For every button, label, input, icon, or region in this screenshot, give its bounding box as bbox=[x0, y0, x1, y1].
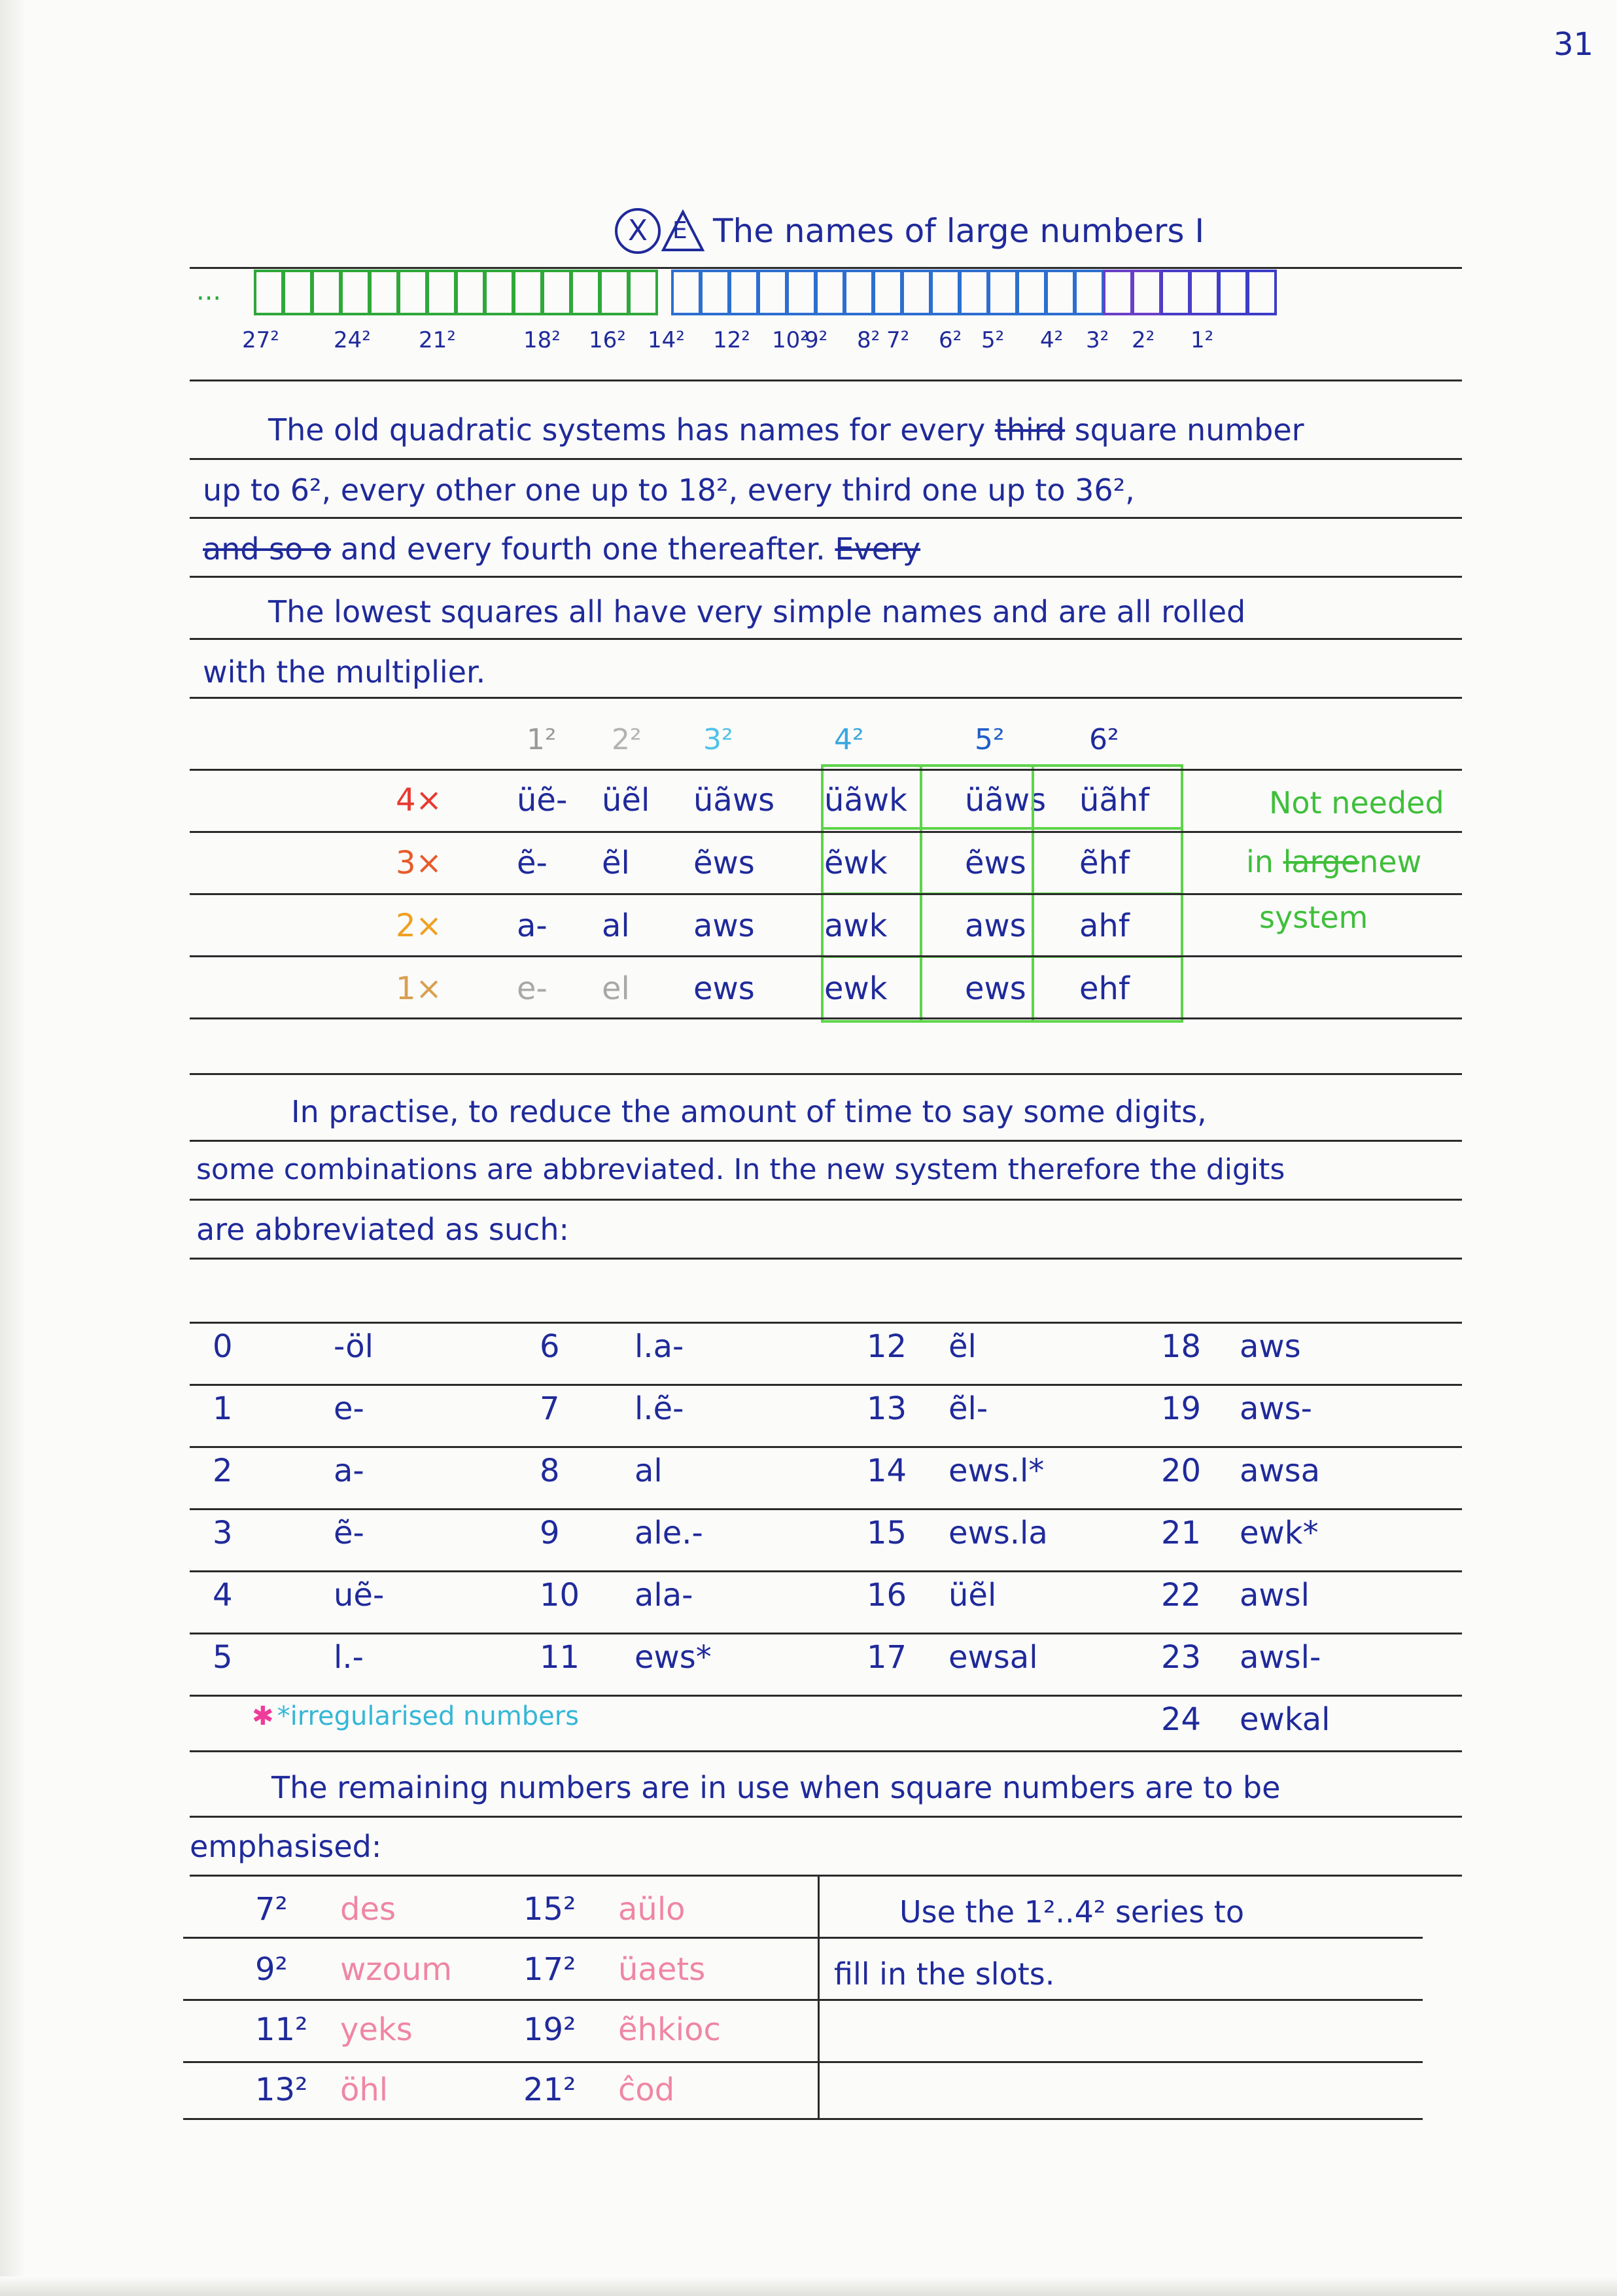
square-box bbox=[513, 270, 543, 315]
square-name: wzoum bbox=[340, 1951, 452, 1988]
abbr-value: ewsal bbox=[948, 1639, 1038, 1676]
square-box bbox=[844, 270, 874, 315]
multiplier-cell: ehf bbox=[1079, 970, 1130, 1007]
ruled-line bbox=[190, 517, 1462, 519]
square-box bbox=[815, 270, 845, 315]
paragraph-line: In practise, to reduce the amount of time to say some digits, bbox=[291, 1094, 1207, 1129]
abbr-number: 13 bbox=[867, 1390, 907, 1427]
paragraph-line: some combinations are abbreviated. In the new system therefore the digits bbox=[196, 1153, 1285, 1186]
multiplier-cell: ews bbox=[965, 970, 1026, 1007]
square-box bbox=[1218, 270, 1248, 315]
ruled-line bbox=[190, 831, 1462, 833]
square-box bbox=[1189, 270, 1219, 315]
green-grid-row bbox=[821, 764, 1183, 830]
square-box bbox=[599, 270, 629, 315]
square-name: üaets bbox=[618, 1951, 706, 1988]
square-box bbox=[1103, 270, 1133, 315]
square-label: 21² bbox=[419, 327, 456, 353]
ruled-line bbox=[190, 697, 1462, 699]
square-box bbox=[786, 270, 816, 315]
square-name: öhl bbox=[340, 2072, 389, 2108]
multiplier-cell: al bbox=[602, 908, 630, 944]
ruled-line bbox=[190, 638, 1462, 640]
ruled-line bbox=[190, 1875, 1462, 1877]
multiplier-cell: a- bbox=[517, 908, 548, 944]
square-number: 19² bbox=[523, 2011, 576, 2048]
ruled-line bbox=[190, 1140, 1462, 1142]
multiplier-cell: üãws bbox=[693, 782, 775, 819]
ruled-line bbox=[190, 1508, 1462, 1510]
abbr-value: ale.- bbox=[635, 1515, 703, 1551]
square-label: 14² bbox=[648, 327, 685, 353]
square-box bbox=[930, 270, 960, 315]
abbr-number: 24 bbox=[1161, 1701, 1202, 1738]
abbr-number: 21 bbox=[1161, 1515, 1202, 1551]
page-number: 31 bbox=[1554, 26, 1594, 63]
square-box bbox=[959, 270, 989, 315]
square-box bbox=[1160, 270, 1191, 315]
multiplier-label: 2× bbox=[396, 908, 442, 944]
abbr-value: a- bbox=[334, 1453, 364, 1489]
title-text: The names of large numbers I bbox=[713, 212, 1205, 250]
green-note: Not needed bbox=[1269, 785, 1444, 821]
square-box bbox=[254, 270, 284, 315]
square-number: 15² bbox=[523, 1891, 576, 1928]
multiplier-cell: ẽ- bbox=[517, 845, 548, 881]
square-label: 27² bbox=[242, 327, 279, 353]
multiplier-cell: üãhf bbox=[1079, 782, 1150, 819]
abbr-number: 14 bbox=[867, 1453, 907, 1489]
square-number: 13² bbox=[255, 2072, 308, 2108]
square-box bbox=[700, 270, 730, 315]
abbr-number: 11 bbox=[540, 1639, 580, 1676]
square-name: yeks bbox=[340, 2011, 413, 2048]
ruled-line bbox=[190, 1633, 1462, 1634]
multiplier-cell: ẽl bbox=[602, 845, 630, 881]
abbr-number: 22 bbox=[1161, 1577, 1202, 1614]
abbr-number: 19 bbox=[1161, 1390, 1202, 1427]
multiplier-cell: ewk bbox=[824, 970, 888, 1007]
abbr-value: awsl- bbox=[1240, 1639, 1321, 1676]
square-label: 16² bbox=[589, 327, 626, 353]
abbr-value: ews.la bbox=[948, 1515, 1048, 1551]
square-box bbox=[542, 270, 572, 315]
abbr-value: aws bbox=[1240, 1328, 1301, 1365]
abbr-number: 10 bbox=[540, 1577, 580, 1614]
ruled-line bbox=[190, 1073, 1462, 1075]
table-divider bbox=[818, 1875, 820, 2118]
square-number: 17² bbox=[523, 1951, 576, 1988]
footnote-text: *irregularised numbers bbox=[277, 1701, 580, 1731]
square-box bbox=[570, 270, 600, 315]
ruled-line bbox=[190, 1446, 1462, 1448]
square-label: 3² bbox=[1086, 327, 1109, 353]
square-label: 6² bbox=[939, 327, 962, 353]
green-note: in largenew bbox=[1246, 844, 1422, 879]
square-box bbox=[901, 270, 931, 315]
square-name: des bbox=[340, 1891, 396, 1928]
circled-x-icon: X bbox=[615, 208, 661, 254]
ruled-line bbox=[183, 2118, 1423, 2120]
square-number: 21² bbox=[523, 2072, 576, 2108]
abbr-number: 6 bbox=[540, 1328, 560, 1365]
square-box bbox=[398, 270, 428, 315]
ruled-line bbox=[183, 1937, 1423, 1939]
abbr-value: ẽ- bbox=[334, 1515, 364, 1551]
square-number: 7² bbox=[255, 1891, 288, 1928]
square-box bbox=[1017, 270, 1047, 315]
abbr-number: 18 bbox=[1161, 1328, 1202, 1365]
square-box bbox=[873, 270, 903, 315]
abbr-value: ewkal bbox=[1240, 1701, 1330, 1738]
page-edge bbox=[0, 0, 26, 2296]
abbr-value: uẽ- bbox=[334, 1577, 385, 1614]
square-box bbox=[311, 270, 341, 315]
multiplier-cell: aws bbox=[965, 908, 1026, 944]
multiplier-label: 4× bbox=[396, 782, 442, 819]
page-title bbox=[615, 208, 1204, 267]
square-number-box-row bbox=[196, 270, 1243, 353]
square-box bbox=[484, 270, 514, 315]
multiplier-cell: ẽws bbox=[693, 845, 755, 881]
column-header: 4² bbox=[834, 723, 864, 756]
square-number: 9² bbox=[255, 1951, 288, 1988]
multiplier-cell: ews bbox=[693, 970, 755, 1007]
square-box bbox=[455, 270, 485, 315]
multiplier-label: 3× bbox=[396, 845, 442, 881]
abbr-value: ews* bbox=[635, 1639, 712, 1676]
ruled-line bbox=[190, 1384, 1462, 1386]
abbr-number: 15 bbox=[867, 1515, 907, 1551]
square-name: ĉod bbox=[618, 2072, 675, 2108]
abbr-value: awsa bbox=[1240, 1453, 1321, 1489]
square-label: 8² bbox=[857, 327, 880, 353]
side-note-line: Use the 1²..4² series to bbox=[899, 1894, 1244, 1930]
abbr-value: ewk* bbox=[1240, 1515, 1319, 1551]
scan-shadow bbox=[0, 2276, 1617, 2296]
square-name: ẽhkioc bbox=[618, 2011, 721, 2048]
ruled-line bbox=[190, 1750, 1462, 1752]
paragraph-line: The old quadratic systems has names for every third square number bbox=[268, 412, 1304, 448]
abbr-value: al bbox=[635, 1453, 663, 1489]
multiplier-cell: aws bbox=[693, 908, 755, 944]
abbr-value: üẽl bbox=[948, 1577, 997, 1614]
column-header: 2² bbox=[612, 723, 642, 756]
abbr-value: aws- bbox=[1240, 1390, 1312, 1427]
multiplier-cell: üãws bbox=[965, 782, 1047, 819]
square-box bbox=[1074, 270, 1104, 315]
multiplier-cell: üãwk bbox=[824, 782, 907, 819]
column-header: 6² bbox=[1089, 723, 1119, 756]
ellipsis: ... bbox=[196, 276, 222, 306]
ruled-line bbox=[190, 267, 1462, 269]
square-box bbox=[283, 270, 313, 315]
square-label: 1² bbox=[1191, 327, 1214, 353]
abbr-number: 17 bbox=[867, 1639, 907, 1676]
abbr-value: ews.l* bbox=[948, 1453, 1045, 1489]
square-box bbox=[426, 270, 457, 315]
ruled-line bbox=[183, 1999, 1423, 2001]
column-header: 3² bbox=[703, 723, 733, 756]
abbr-number: 1 bbox=[213, 1390, 233, 1427]
square-name: aülo bbox=[618, 1891, 686, 1928]
multiplier-label: 1× bbox=[396, 970, 442, 1007]
ruled-line bbox=[190, 1816, 1462, 1818]
square-box bbox=[1045, 270, 1075, 315]
multiplier-cell: ẽws bbox=[965, 845, 1026, 881]
square-label: 7² bbox=[886, 327, 910, 353]
paragraph-line: The lowest squares all have very simple names and are all rolled bbox=[268, 594, 1246, 629]
abbr-value: awsl bbox=[1240, 1577, 1310, 1614]
star-icon: ✱ bbox=[252, 1701, 274, 1731]
abbr-value: ẽl bbox=[948, 1328, 977, 1365]
square-box bbox=[757, 270, 788, 315]
square-box bbox=[1132, 270, 1162, 315]
multiplier-cell: e- bbox=[517, 970, 548, 1007]
multiplier-cell: ahf bbox=[1079, 908, 1130, 944]
square-box bbox=[340, 270, 370, 315]
square-label: 9² bbox=[805, 327, 828, 353]
side-note-line: fill in the slots. bbox=[834, 1956, 1055, 1992]
square-label: 5² bbox=[981, 327, 1005, 353]
square-label: 10² bbox=[772, 327, 809, 353]
abbr-number: 23 bbox=[1161, 1639, 1202, 1676]
square-box bbox=[671, 270, 701, 315]
ruled-line bbox=[190, 1570, 1462, 1572]
abbr-number: 4 bbox=[213, 1577, 233, 1614]
abbr-number: 12 bbox=[867, 1328, 907, 1365]
square-label: 2² bbox=[1132, 327, 1155, 353]
multiplier-cell: ẽhf bbox=[1079, 845, 1130, 881]
abbr-value: e- bbox=[334, 1390, 364, 1427]
triangle-e-icon: E bbox=[657, 208, 709, 254]
ruled-line bbox=[190, 380, 1462, 381]
multiplier-cell: üẽl bbox=[602, 782, 650, 819]
abbr-value: l.a- bbox=[635, 1328, 684, 1365]
paragraph-line: with the multiplier. bbox=[203, 654, 486, 690]
abbr-value: ẽl- bbox=[948, 1390, 988, 1427]
ruled-line bbox=[190, 769, 1462, 771]
paragraph-line: emphasised: bbox=[190, 1829, 382, 1864]
green-grid-row bbox=[821, 830, 1183, 895]
multiplier-cell: awk bbox=[824, 908, 888, 944]
square-box bbox=[1247, 270, 1277, 315]
multiplier-cell: üẽ- bbox=[517, 782, 568, 819]
column-header: 1² bbox=[527, 723, 557, 756]
square-box bbox=[369, 270, 399, 315]
square-label: 24² bbox=[334, 327, 371, 353]
abbr-number: 0 bbox=[213, 1328, 233, 1365]
abbr-value: l.ẽ- bbox=[635, 1390, 684, 1427]
ruled-line bbox=[190, 576, 1462, 578]
footnote bbox=[252, 1701, 579, 1731]
square-label: 18² bbox=[523, 327, 561, 353]
abbr-number: 20 bbox=[1161, 1453, 1202, 1489]
abbr-number: 7 bbox=[540, 1390, 560, 1427]
abbr-number: 5 bbox=[213, 1639, 233, 1676]
paragraph-line: up to 6², every other one up to 18², every third one up to 36², bbox=[203, 472, 1135, 508]
ruled-line bbox=[190, 1199, 1462, 1201]
ruled-line bbox=[190, 1695, 1462, 1697]
abbr-value: l.- bbox=[334, 1639, 364, 1676]
multiplier-cell: el bbox=[602, 970, 630, 1007]
abbr-number: 3 bbox=[213, 1515, 233, 1551]
paragraph-line: are abbreviated as such: bbox=[196, 1212, 569, 1247]
ruled-line bbox=[190, 458, 1462, 460]
abbr-value: -öl bbox=[334, 1328, 374, 1365]
abbr-number: 9 bbox=[540, 1515, 560, 1551]
abbr-value: ala- bbox=[635, 1577, 693, 1614]
ruled-line bbox=[190, 1322, 1462, 1324]
ruled-line bbox=[190, 893, 1462, 895]
column-header: 5² bbox=[975, 723, 1005, 756]
green-grid-row bbox=[821, 895, 1183, 958]
abbr-number: 16 bbox=[867, 1577, 907, 1614]
paragraph-line: and so o and every fourth one thereafter. Every bbox=[203, 531, 921, 567]
square-label: 4² bbox=[1040, 327, 1064, 353]
ruled-line bbox=[190, 955, 1462, 957]
multiplier-cell: ẽwk bbox=[824, 845, 888, 881]
ruled-line bbox=[190, 1017, 1462, 1019]
square-label: 12² bbox=[713, 327, 750, 353]
abbr-number: 2 bbox=[213, 1453, 233, 1489]
square-number: 11² bbox=[255, 2011, 308, 2048]
abbr-number: 8 bbox=[540, 1453, 560, 1489]
square-box bbox=[628, 270, 658, 315]
green-note: system bbox=[1259, 900, 1368, 935]
paragraph-line: The remaining numbers are in use when square numbers are to be bbox=[271, 1770, 1281, 1805]
square-box bbox=[988, 270, 1018, 315]
ruled-line bbox=[190, 1258, 1462, 1260]
square-box bbox=[729, 270, 759, 315]
ruled-line bbox=[183, 2061, 1423, 2063]
